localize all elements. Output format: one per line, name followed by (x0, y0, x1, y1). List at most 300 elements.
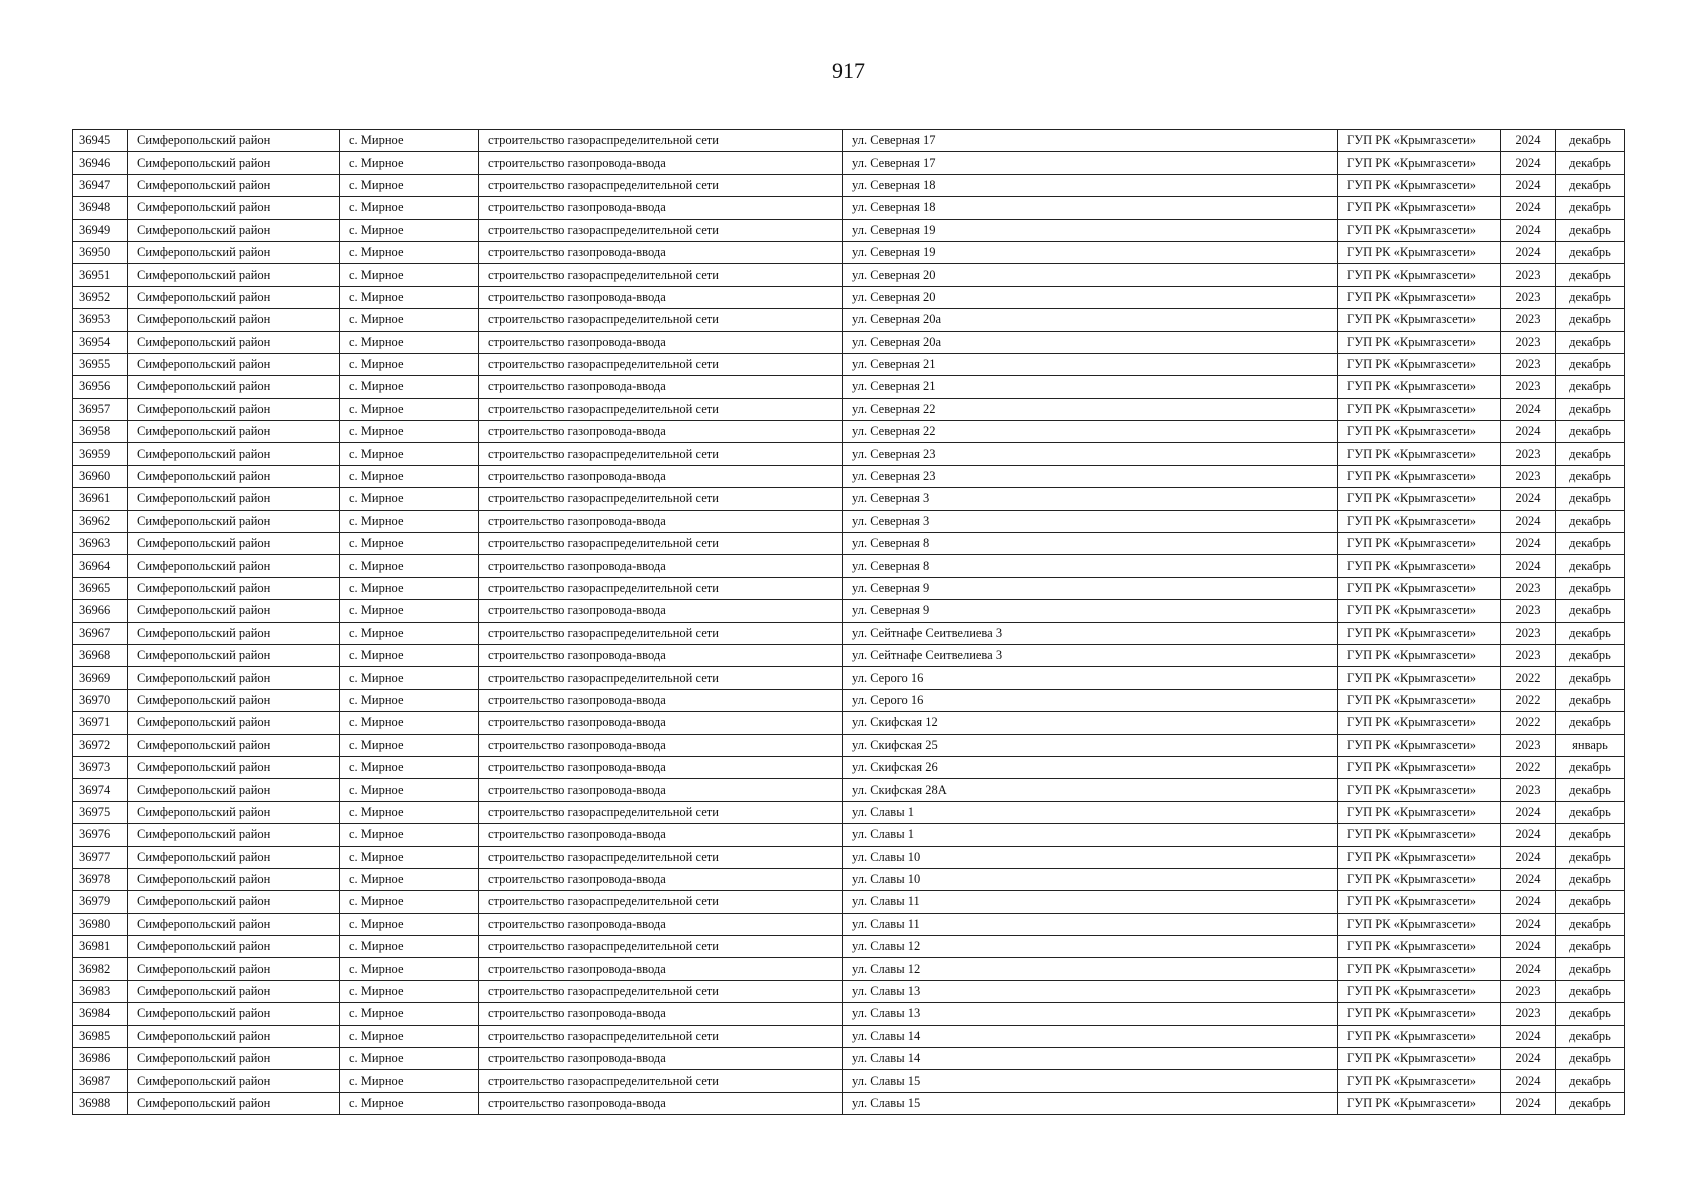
address-cell: ул. Славы 1 (843, 824, 1338, 846)
district-cell: Симферопольский район (128, 667, 340, 689)
district-cell: Симферопольский район (128, 174, 340, 196)
row-number-cell: 36987 (73, 1070, 128, 1092)
month-cell: декабрь (1556, 712, 1625, 734)
year-cell: 2024 (1501, 1025, 1556, 1047)
row-number-cell: 36955 (73, 353, 128, 375)
month-cell: декабрь (1556, 510, 1625, 532)
row-number-cell: 36952 (73, 286, 128, 308)
gasification-table (72, 129, 1625, 1115)
district-cell: Симферопольский район (128, 241, 340, 263)
village-cell: с. Мирное (340, 376, 479, 398)
month-cell: декабрь (1556, 644, 1625, 666)
row-number-cell: 36984 (73, 1003, 128, 1025)
row-number-cell: 36969 (73, 667, 128, 689)
month-cell: декабрь (1556, 1092, 1625, 1114)
work-type-cell: строительство газопровода-ввода (479, 1092, 843, 1114)
year-cell: 2022 (1501, 712, 1556, 734)
address-cell: ул. Северная 8 (843, 555, 1338, 577)
month-cell: декабрь (1556, 443, 1625, 465)
village-cell: с. Мирное (340, 533, 479, 555)
year-cell: 2023 (1501, 331, 1556, 353)
year-cell: 2022 (1501, 667, 1556, 689)
village-cell: с. Мирное (340, 1070, 479, 1092)
district-cell: Симферопольский район (128, 443, 340, 465)
month-cell: январь (1556, 734, 1625, 756)
table-row (73, 286, 1625, 308)
organization-cell: ГУП РК «Крымгазсети» (1338, 980, 1501, 1002)
organization-cell: ГУП РК «Крымгазсети» (1338, 1048, 1501, 1070)
work-type-cell: строительство газопровода-ввода (479, 331, 843, 353)
village-cell: с. Мирное (340, 689, 479, 711)
year-cell: 2023 (1501, 577, 1556, 599)
work-type-cell: строительство газораспределительной сети (479, 130, 843, 152)
row-number-cell: 36982 (73, 958, 128, 980)
year-cell: 2024 (1501, 891, 1556, 913)
table-row (73, 443, 1625, 465)
work-type-cell: строительство газораспределительной сети (479, 398, 843, 420)
year-cell: 2024 (1501, 533, 1556, 555)
table-row (73, 219, 1625, 241)
month-cell: декабрь (1556, 555, 1625, 577)
district-cell: Симферопольский район (128, 644, 340, 666)
village-cell: с. Мирное (340, 600, 479, 622)
district-cell: Симферопольский район (128, 824, 340, 846)
work-type-cell: строительство газопровода-ввода (479, 376, 843, 398)
table-row (73, 1092, 1625, 1114)
work-type-cell: строительство газораспределительной сети (479, 846, 843, 868)
year-cell: 2024 (1501, 398, 1556, 420)
village-cell: с. Мирное (340, 868, 479, 890)
village-cell: с. Мирное (340, 644, 479, 666)
row-number-cell: 36947 (73, 174, 128, 196)
district-cell: Симферопольский район (128, 622, 340, 644)
month-cell: декабрь (1556, 488, 1625, 510)
address-cell: ул. Северная 9 (843, 577, 1338, 599)
row-number-cell: 36975 (73, 801, 128, 823)
month-cell: декабрь (1556, 398, 1625, 420)
row-number-cell: 36950 (73, 241, 128, 263)
month-cell: декабрь (1556, 309, 1625, 331)
table-row (73, 533, 1625, 555)
organization-cell: ГУП РК «Крымгазсети» (1338, 197, 1501, 219)
address-cell: ул. Северная 18 (843, 197, 1338, 219)
village-cell: с. Мирное (340, 1048, 479, 1070)
work-type-cell: строительство газопровода-ввода (479, 756, 843, 778)
year-cell: 2024 (1501, 913, 1556, 935)
year-cell: 2024 (1501, 801, 1556, 823)
month-cell: декабрь (1556, 1025, 1625, 1047)
address-cell: ул. Славы 11 (843, 913, 1338, 935)
table-row (73, 577, 1625, 599)
month-cell: декабрь (1556, 577, 1625, 599)
organization-cell: ГУП РК «Крымгазсети» (1338, 309, 1501, 331)
address-cell: ул. Северная 17 (843, 130, 1338, 152)
organization-cell: ГУП РК «Крымгазсети» (1338, 756, 1501, 778)
month-cell: декабрь (1556, 197, 1625, 219)
organization-cell: ГУП РК «Крымгазсети» (1338, 801, 1501, 823)
row-number-cell: 36946 (73, 152, 128, 174)
table-row (73, 958, 1625, 980)
organization-cell: ГУП РК «Крымгазсети» (1338, 421, 1501, 443)
organization-cell: ГУП РК «Крымгазсети» (1338, 712, 1501, 734)
village-cell: с. Мирное (340, 197, 479, 219)
district-cell: Симферопольский район (128, 1025, 340, 1047)
year-cell: 2024 (1501, 152, 1556, 174)
table-row (73, 152, 1625, 174)
district-cell: Симферопольский район (128, 913, 340, 935)
month-cell: декабрь (1556, 913, 1625, 935)
address-cell: ул. Славы 13 (843, 1003, 1338, 1025)
work-type-cell: строительство газопровода-ввода (479, 600, 843, 622)
village-cell: с. Мирное (340, 174, 479, 196)
month-cell: декабрь (1556, 286, 1625, 308)
address-cell: ул. Северная 17 (843, 152, 1338, 174)
district-cell: Симферопольский район (128, 421, 340, 443)
work-type-cell: строительство газораспределительной сети (479, 443, 843, 465)
table-row (73, 1003, 1625, 1025)
work-type-cell: строительство газопровода-ввода (479, 712, 843, 734)
village-cell: с. Мирное (340, 264, 479, 286)
row-number-cell: 36977 (73, 846, 128, 868)
village-cell: с. Мирное (340, 443, 479, 465)
address-cell: ул. Северная 19 (843, 219, 1338, 241)
month-cell: декабрь (1556, 689, 1625, 711)
organization-cell: ГУП РК «Крымгазсети» (1338, 264, 1501, 286)
table-row (73, 891, 1625, 913)
village-cell: с. Мирное (340, 891, 479, 913)
address-cell: ул. Славы 12 (843, 936, 1338, 958)
month-cell: декабрь (1556, 824, 1625, 846)
row-number-cell: 36959 (73, 443, 128, 465)
organization-cell: ГУП РК «Крымгазсети» (1338, 644, 1501, 666)
year-cell: 2023 (1501, 264, 1556, 286)
address-cell: ул. Северная 23 (843, 443, 1338, 465)
village-cell: с. Мирное (340, 331, 479, 353)
table-row (73, 1070, 1625, 1092)
village-cell: с. Мирное (340, 846, 479, 868)
row-number-cell: 36979 (73, 891, 128, 913)
address-cell: ул. Скифская 28А (843, 779, 1338, 801)
month-cell: декабрь (1556, 130, 1625, 152)
district-cell: Симферопольский район (128, 286, 340, 308)
table-row (73, 130, 1625, 152)
work-type-cell: строительство газопровода-ввода (479, 868, 843, 890)
year-cell: 2023 (1501, 644, 1556, 666)
month-cell: декабрь (1556, 152, 1625, 174)
month-cell: декабрь (1556, 936, 1625, 958)
month-cell: декабрь (1556, 1048, 1625, 1070)
organization-cell: ГУП РК «Крымгазсети» (1338, 936, 1501, 958)
year-cell: 2023 (1501, 734, 1556, 756)
work-type-cell: строительство газораспределительной сети (479, 622, 843, 644)
village-cell: с. Мирное (340, 398, 479, 420)
organization-cell: ГУП РК «Крымгазсети» (1338, 667, 1501, 689)
row-number-cell: 36957 (73, 398, 128, 420)
organization-cell: ГУП РК «Крымгазсети» (1338, 331, 1501, 353)
year-cell: 2024 (1501, 958, 1556, 980)
month-cell: декабрь (1556, 868, 1625, 890)
row-number-cell: 36949 (73, 219, 128, 241)
village-cell: с. Мирное (340, 980, 479, 1002)
table-row (73, 1025, 1625, 1047)
row-number-cell: 36948 (73, 197, 128, 219)
village-cell: с. Мирное (340, 510, 479, 532)
table-body (73, 130, 1625, 1115)
row-number-cell: 36945 (73, 130, 128, 152)
work-type-cell: строительство газораспределительной сети (479, 801, 843, 823)
village-cell: с. Мирное (340, 219, 479, 241)
table-row (73, 980, 1625, 1002)
organization-cell: ГУП РК «Крымгазсети» (1338, 1092, 1501, 1114)
organization-cell: ГУП РК «Крымгазсети» (1338, 689, 1501, 711)
organization-cell: ГУП РК «Крымгазсети» (1338, 577, 1501, 599)
district-cell: Симферопольский район (128, 197, 340, 219)
row-number-cell: 36980 (73, 913, 128, 935)
table-row (73, 421, 1625, 443)
district-cell: Симферопольский район (128, 130, 340, 152)
village-cell: с. Мирное (340, 779, 479, 801)
village-cell: с. Мирное (340, 1003, 479, 1025)
district-cell: Симферопольский район (128, 936, 340, 958)
village-cell: с. Мирное (340, 958, 479, 980)
table-row (73, 756, 1625, 778)
address-cell: ул. Славы 15 (843, 1070, 1338, 1092)
year-cell: 2023 (1501, 465, 1556, 487)
address-cell: ул. Серого 16 (843, 689, 1338, 711)
organization-cell: ГУП РК «Крымгазсети» (1338, 174, 1501, 196)
row-number-cell: 36951 (73, 264, 128, 286)
district-cell: Симферопольский район (128, 868, 340, 890)
work-type-cell: строительство газопровода-ввода (479, 958, 843, 980)
table-row (73, 846, 1625, 868)
month-cell: декабрь (1556, 219, 1625, 241)
month-cell: декабрь (1556, 622, 1625, 644)
table-row (73, 712, 1625, 734)
work-type-cell: строительство газораспределительной сети (479, 1070, 843, 1092)
organization-cell: ГУП РК «Крымгазсети» (1338, 1070, 1501, 1092)
year-cell: 2023 (1501, 600, 1556, 622)
address-cell: ул. Северная 20 (843, 264, 1338, 286)
row-number-cell: 36956 (73, 376, 128, 398)
month-cell: декабрь (1556, 1003, 1625, 1025)
village-cell: с. Мирное (340, 465, 479, 487)
district-cell: Симферопольский район (128, 891, 340, 913)
village-cell: с. Мирное (340, 801, 479, 823)
table-row (73, 488, 1625, 510)
work-type-cell: строительство газопровода-ввода (479, 779, 843, 801)
table-row (73, 913, 1625, 935)
table-row (73, 353, 1625, 375)
district-cell: Симферопольский район (128, 1092, 340, 1114)
village-cell: с. Мирное (340, 667, 479, 689)
address-cell: ул. Серого 16 (843, 667, 1338, 689)
year-cell: 2022 (1501, 756, 1556, 778)
organization-cell: ГУП РК «Крымгазсети» (1338, 465, 1501, 487)
table-row (73, 264, 1625, 286)
organization-cell: ГУП РК «Крымгазсети» (1338, 376, 1501, 398)
village-cell: с. Мирное (340, 734, 479, 756)
organization-cell: ГУП РК «Крымгазсети» (1338, 913, 1501, 935)
village-cell: с. Мирное (340, 1092, 479, 1114)
year-cell: 2024 (1501, 846, 1556, 868)
address-cell: ул. Сейтнафе Сеитвелиева 3 (843, 644, 1338, 666)
row-number-cell: 36967 (73, 622, 128, 644)
page-number: 917 (832, 58, 865, 83)
district-cell: Симферопольский район (128, 734, 340, 756)
work-type-cell: строительство газопровода-ввода (479, 241, 843, 263)
year-cell: 2024 (1501, 510, 1556, 532)
address-cell: ул. Славы 14 (843, 1025, 1338, 1047)
year-cell: 2023 (1501, 376, 1556, 398)
organization-cell: ГУП РК «Крымгазсети» (1338, 891, 1501, 913)
work-type-cell: строительство газораспределительной сети (479, 667, 843, 689)
month-cell: декабрь (1556, 241, 1625, 263)
table-row (73, 734, 1625, 756)
work-type-cell: строительство газораспределительной сети (479, 1025, 843, 1047)
village-cell: с. Мирное (340, 152, 479, 174)
organization-cell: ГУП РК «Крымгазсети» (1338, 443, 1501, 465)
table-row (73, 197, 1625, 219)
year-cell: 2023 (1501, 980, 1556, 1002)
month-cell: декабрь (1556, 331, 1625, 353)
row-number-cell: 36985 (73, 1025, 128, 1047)
address-cell: ул. Славы 14 (843, 1048, 1338, 1070)
row-number-cell: 36971 (73, 712, 128, 734)
address-cell: ул. Славы 10 (843, 846, 1338, 868)
village-cell: с. Мирное (340, 130, 479, 152)
organization-cell: ГУП РК «Крымгазсети» (1338, 779, 1501, 801)
address-cell: ул. Северная 23 (843, 465, 1338, 487)
organization-cell: ГУП РК «Крымгазсети» (1338, 958, 1501, 980)
work-type-cell: строительство газораспределительной сети (479, 353, 843, 375)
village-cell: с. Мирное (340, 488, 479, 510)
work-type-cell: строительство газопровода-ввода (479, 644, 843, 666)
work-type-cell: строительство газораспределительной сети (479, 533, 843, 555)
organization-cell: ГУП РК «Крымгазсети» (1338, 868, 1501, 890)
row-number-cell: 36972 (73, 734, 128, 756)
district-cell: Симферопольский район (128, 1048, 340, 1070)
organization-cell: ГУП РК «Крымгазсети» (1338, 555, 1501, 577)
organization-cell: ГУП РК «Крымгазсети» (1338, 824, 1501, 846)
row-number-cell: 36973 (73, 756, 128, 778)
organization-cell: ГУП РК «Крымгазсети» (1338, 286, 1501, 308)
district-cell: Симферопольский район (128, 958, 340, 980)
year-cell: 2023 (1501, 1003, 1556, 1025)
address-cell: ул. Славы 15 (843, 1092, 1338, 1114)
organization-cell: ГУП РК «Крымгазсети» (1338, 734, 1501, 756)
work-type-cell: строительство газораспределительной сети (479, 577, 843, 599)
row-number-cell: 36970 (73, 689, 128, 711)
work-type-cell: строительство газопровода-ввода (479, 1003, 843, 1025)
district-cell: Симферопольский район (128, 376, 340, 398)
address-cell: ул. Северная 21 (843, 353, 1338, 375)
year-cell: 2024 (1501, 174, 1556, 196)
district-cell: Симферопольский район (128, 398, 340, 420)
year-cell: 2023 (1501, 353, 1556, 375)
village-cell: с. Мирное (340, 622, 479, 644)
table-row (73, 174, 1625, 196)
month-cell: декабрь (1556, 174, 1625, 196)
month-cell: декабрь (1556, 891, 1625, 913)
village-cell: с. Мирное (340, 712, 479, 734)
district-cell: Симферопольский район (128, 801, 340, 823)
district-cell: Симферопольский район (128, 1003, 340, 1025)
table-row (73, 398, 1625, 420)
year-cell: 2024 (1501, 936, 1556, 958)
district-cell: Симферопольский район (128, 577, 340, 599)
year-cell: 2023 (1501, 622, 1556, 644)
address-cell: ул. Северная 22 (843, 398, 1338, 420)
year-cell: 2024 (1501, 197, 1556, 219)
month-cell: декабрь (1556, 465, 1625, 487)
district-cell: Симферопольский район (128, 510, 340, 532)
work-type-cell: строительство газопровода-ввода (479, 1048, 843, 1070)
district-cell: Симферопольский район (128, 689, 340, 711)
month-cell: декабрь (1556, 353, 1625, 375)
month-cell: декабрь (1556, 533, 1625, 555)
row-number-cell: 36962 (73, 510, 128, 532)
work-type-cell: строительство газопровода-ввода (479, 689, 843, 711)
organization-cell: ГУП РК «Крымгазсети» (1338, 241, 1501, 263)
month-cell: декабрь (1556, 801, 1625, 823)
work-type-cell: строительство газопровода-ввода (479, 824, 843, 846)
month-cell: декабрь (1556, 264, 1625, 286)
address-cell: ул. Северная 20а (843, 331, 1338, 353)
table-row (73, 241, 1625, 263)
month-cell: декабрь (1556, 1070, 1625, 1092)
district-cell: Симферопольский район (128, 264, 340, 286)
table-row (73, 868, 1625, 890)
village-cell: с. Мирное (340, 1025, 479, 1047)
work-type-cell: строительство газопровода-ввода (479, 152, 843, 174)
district-cell: Симферопольский район (128, 600, 340, 622)
year-cell: 2023 (1501, 309, 1556, 331)
row-number-cell: 36976 (73, 824, 128, 846)
month-cell: декабрь (1556, 600, 1625, 622)
work-type-cell: строительство газораспределительной сети (479, 309, 843, 331)
district-cell: Симферопольский район (128, 309, 340, 331)
village-cell: с. Мирное (340, 353, 479, 375)
table-row (73, 309, 1625, 331)
organization-cell: ГУП РК «Крымгазсети» (1338, 398, 1501, 420)
table-row (73, 667, 1625, 689)
year-cell: 2024 (1501, 219, 1556, 241)
organization-cell: ГУП РК «Крымгазсети» (1338, 219, 1501, 241)
row-number-cell: 36981 (73, 936, 128, 958)
district-cell: Симферопольский район (128, 331, 340, 353)
table-row (73, 801, 1625, 823)
row-number-cell: 36961 (73, 488, 128, 510)
address-cell: ул. Северная 20 (843, 286, 1338, 308)
address-cell: ул. Северная 22 (843, 421, 1338, 443)
organization-cell: ГУП РК «Крымгазсети» (1338, 622, 1501, 644)
work-type-cell: строительство газораспределительной сети (479, 174, 843, 196)
year-cell: 2024 (1501, 824, 1556, 846)
district-cell: Симферопольский район (128, 756, 340, 778)
month-cell: декабрь (1556, 980, 1625, 1002)
address-cell: ул. Славы 11 (843, 891, 1338, 913)
row-number-cell: 36968 (73, 644, 128, 666)
district-cell: Симферопольский район (128, 779, 340, 801)
work-type-cell: строительство газораспределительной сети (479, 488, 843, 510)
row-number-cell: 36966 (73, 600, 128, 622)
address-cell: ул. Славы 1 (843, 801, 1338, 823)
village-cell: с. Мирное (340, 309, 479, 331)
address-cell: ул. Северная 3 (843, 510, 1338, 532)
district-cell: Симферопольский район (128, 533, 340, 555)
district-cell: Симферопольский район (128, 712, 340, 734)
table-row (73, 331, 1625, 353)
